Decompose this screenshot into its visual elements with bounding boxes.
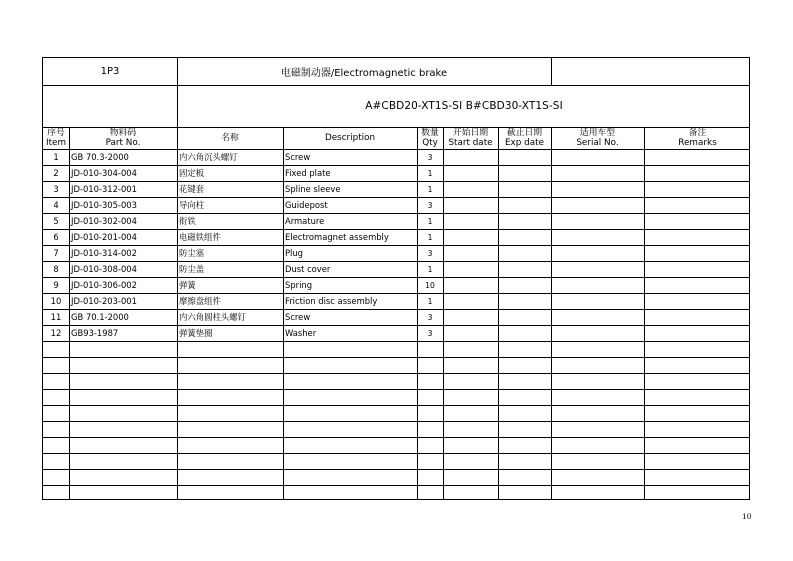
cell-qty: 3 (427, 312, 433, 322)
column-header-name-cn (177, 127, 283, 149)
cell-item: 3 (53, 184, 59, 194)
cell-part-no: JD-010-201-004 (71, 232, 137, 242)
cell-name: 内六角沉头螺钉 (179, 152, 238, 162)
column-header-start-date (443, 127, 498, 149)
cell-qty: 1 (427, 184, 433, 194)
parts-list-table (42, 57, 750, 500)
cell-item: 12 (50, 328, 62, 338)
grid-line (177, 58, 178, 499)
cell-part-no: JD-010-312-001 (71, 184, 137, 194)
cell-item: 2 (53, 168, 59, 178)
column-header-sublabel: Remarks (678, 138, 717, 148)
column-header-qty (417, 127, 443, 149)
cell-qty: 1 (427, 296, 433, 306)
cell-qty: 3 (427, 328, 433, 338)
grid-line (43, 85, 749, 86)
cell-description: Electromagnet assembly (285, 232, 389, 242)
cell-qty: 1 (427, 232, 433, 242)
column-header-exp-date (498, 127, 551, 149)
cell-description: Screw (285, 152, 311, 162)
cell-description: Plug (285, 248, 304, 258)
grid-line (443, 127, 444, 499)
cell-description: Armature (285, 216, 325, 226)
column-header-label: 名称 (221, 133, 239, 143)
column-header-sublabel: Qty (422, 138, 438, 148)
cell-part-no: JD-010-308-004 (71, 264, 137, 274)
cell-name: 弹簧 (179, 280, 196, 290)
cell-qty: 1 (427, 168, 433, 178)
column-header-part-no (69, 127, 177, 149)
cell-qty: 3 (427, 248, 433, 258)
grid-line (498, 127, 499, 499)
cell-name: 电磁铁组件 (179, 232, 221, 242)
column-header-item (43, 127, 69, 149)
cell-item: 1 (53, 152, 59, 162)
cell-description: Guidepost (285, 200, 328, 210)
cell-part-no: JD-010-306-002 (71, 280, 137, 290)
column-header-label: Description (324, 133, 376, 143)
cell-qty: 3 (427, 200, 433, 210)
cell-name: 导向柱 (179, 200, 205, 210)
cell-item: 5 (53, 216, 59, 226)
cell-description: Spline sleeve (285, 184, 341, 194)
cell-item: 4 (53, 200, 59, 210)
cell-item: 8 (53, 264, 59, 274)
column-header-sublabel: Part No. (105, 138, 141, 148)
cell-name: 固定板 (179, 168, 205, 178)
grid-line (551, 58, 552, 85)
cell-item: 11 (50, 312, 62, 322)
cell-description: Friction disc assembly (285, 296, 378, 306)
assembly-code: 1P3 (100, 66, 120, 77)
assembly-title: 电磁制动器/Electromagnetic brake (280, 68, 448, 79)
cell-part-no: JD-010-304-004 (71, 168, 137, 178)
cell-part-no: GB93-1987 (71, 328, 119, 338)
column-header-label: 适用车型 (579, 128, 616, 138)
column-header-label: 开始日期 (452, 128, 489, 138)
cell-name: 防尘盖 (179, 264, 205, 274)
cell-qty: 10 (425, 280, 435, 290)
cell-part-no: GB 70.3-2000 (71, 152, 129, 162)
cell-part-no: GB 70.1-2000 (71, 312, 129, 322)
column-header-label: 备注 (688, 128, 707, 138)
column-header-label: 序号 (47, 128, 65, 138)
cell-item: 7 (53, 248, 59, 258)
grid-line (551, 127, 552, 499)
column-header-label: 截止日期 (506, 128, 543, 138)
column-header-label: 数量 (421, 128, 439, 138)
grid-line (283, 127, 284, 499)
cell-description: Spring (285, 280, 313, 290)
column-header-sublabel: Item (45, 138, 67, 148)
cell-qty: 3 (427, 152, 433, 162)
cell-part-no: JD-010-305-003 (71, 200, 137, 210)
cell-name: 摩擦盘组件 (179, 296, 221, 306)
cell-name: 内六角圆柱头螺钉 (179, 312, 246, 322)
column-header-description (283, 127, 417, 149)
cell-description: Dust cover (285, 264, 331, 274)
page-number: 10 (742, 512, 752, 521)
title-blank-cell (551, 58, 750, 85)
column-header-remarks (644, 127, 751, 149)
cell-part-no: JD-010-302-004 (71, 216, 137, 226)
cell-part-no: JD-010-314-002 (71, 248, 137, 258)
cell-qty: 1 (427, 264, 433, 274)
column-header-label: 物料码 (109, 128, 137, 138)
cell-description: Fixed plate (285, 168, 331, 178)
cell-name: 弹簧垫圈 (179, 328, 213, 338)
grid-line (69, 127, 70, 499)
column-header-sublabel: Exp date (505, 138, 544, 148)
cell-item: 10 (50, 296, 62, 306)
cell-item: 9 (53, 280, 59, 290)
applicable-models: A#CBD20-XT1S-SI B#CBD30-XT1S-SI (365, 100, 563, 112)
grid-line (417, 127, 418, 499)
grid-line (644, 127, 645, 499)
cell-item: 6 (53, 232, 59, 242)
cell-name: 花键套 (179, 184, 205, 194)
cell-description: Screw (285, 312, 311, 322)
cell-description: Washer (285, 328, 317, 338)
column-header-sublabel: Serial No. (576, 138, 619, 148)
cell-qty: 1 (427, 216, 433, 226)
column-header-serial-no (551, 127, 644, 149)
cell-part-no: JD-010-203-001 (71, 296, 137, 306)
column-header-sublabel: Start date (448, 138, 493, 148)
cell-name: 防尘塞 (179, 248, 205, 258)
cell-name: 衔铁 (179, 216, 196, 226)
